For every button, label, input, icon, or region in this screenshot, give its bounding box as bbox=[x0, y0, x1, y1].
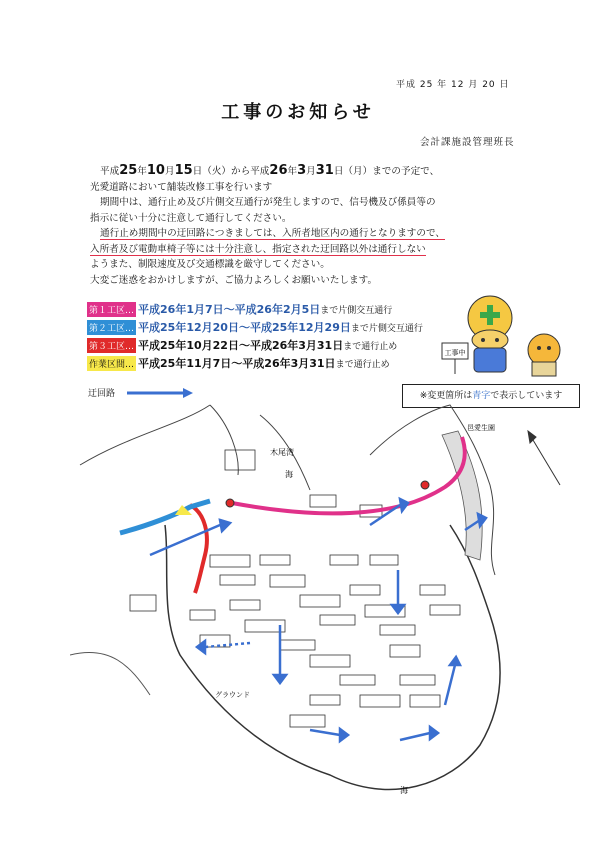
legend-row-3: 第３工区… 平成25年10月22日～平成26年3月31日 まで通行止め bbox=[89, 339, 398, 352]
body-line-2: 光愛道路において舗装改修工事を行います bbox=[90, 181, 273, 193]
building-blocks bbox=[130, 450, 460, 727]
page-title: 工事のお知らせ bbox=[221, 102, 375, 123]
notice-body bbox=[90, 163, 520, 288]
issuer-department: 会計課施設管理班長 bbox=[420, 137, 515, 148]
signal-icon bbox=[421, 481, 429, 489]
mascot-sign-text: 工事中 bbox=[444, 349, 466, 357]
construction-mascot bbox=[440, 288, 570, 378]
body-line-8: 大変ご迷惑をおかけしますが、ご協力よろしくお願いいたします。 bbox=[90, 274, 378, 286]
body-line-1: 平成25年10月15日（火）から平成26年3月31日（月）までの予定で、 bbox=[100, 163, 440, 178]
zone1-segment bbox=[232, 437, 465, 513]
body-line-3: 期間中は、通行止め及び片側交互通行が発生しますので、信号機及び係員等の bbox=[100, 197, 436, 208]
body-line-5: 通行止め期間中の迂回路につきましては、入所者地区内の通行となりますので、 bbox=[100, 228, 445, 239]
map-label-facility: 邑愛生園 bbox=[467, 424, 495, 432]
legend-row-4: 作業区間… 平成25年11月7日～平成26年3月31日 まで通行止め bbox=[89, 357, 390, 370]
body-line-6: 入所者及び電動車椅子等には十分注意し、指定された迂回路以外は通行しない bbox=[90, 243, 426, 255]
site-map bbox=[70, 395, 590, 825]
body-line-4: 指示に従い十分に注意して通行してください。 bbox=[90, 212, 292, 224]
north-arrow-icon bbox=[528, 431, 560, 485]
section-legend bbox=[87, 300, 423, 372]
map-label-sea-top: 海 bbox=[285, 470, 293, 479]
map-label-ground: グラウンド bbox=[215, 691, 250, 699]
signal-icon bbox=[226, 499, 234, 507]
legend-row-2: 第２工区… 平成25年12月20日～平成25年12月29日 まで片側交互通行 bbox=[89, 321, 423, 334]
notice-date: 平成 25 年 12 月 20 日 bbox=[396, 80, 510, 90]
body-line-7: ようまた、制限速度及び交通標識を厳守してください。 bbox=[90, 259, 330, 270]
map-label-sea-bottom: 海 bbox=[400, 786, 408, 795]
zone3-road-closed bbox=[190, 505, 207, 593]
legend-row-1: 第１工区… 平成26年1月7日～平成26年2月5日 まで片側交互通行 bbox=[89, 303, 393, 316]
map-label-bay: 木尾湾 bbox=[270, 448, 294, 457]
detour-label: 迂回路 bbox=[88, 389, 116, 399]
change-notice-box: ※変更箇所は青字で表示しています bbox=[402, 384, 580, 408]
